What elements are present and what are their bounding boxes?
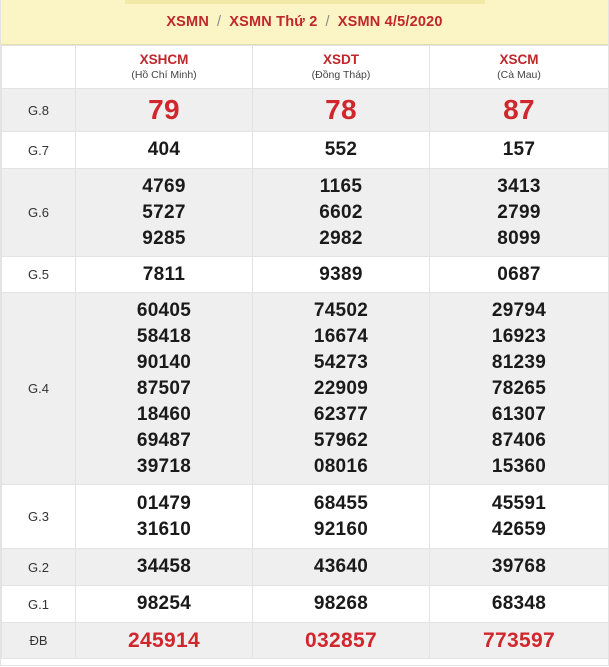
prize-number: 18460 [136,403,192,425]
prize-number: 773597 [483,628,555,652]
breadcrumb-xsmn-thu-2[interactable]: XSMN Thứ 2 [229,14,318,30]
header-tab-strip [125,0,485,4]
prize-number: 61307 [491,403,547,425]
prize-cell [430,169,609,257]
prize-number: 69487 [136,429,192,451]
prize-number: 98268 [313,593,369,614]
prize-number: 6602 [319,201,363,223]
prize-number: 552 [324,139,358,160]
prize-cell [253,485,430,549]
breadcrumb-xsmn[interactable]: XSMN [166,14,210,30]
province-link-xsdt[interactable]: XSDT [322,52,359,67]
prize-number: 9389 [319,263,363,285]
prize-number: 62377 [313,403,369,425]
breadcrumb-separator: / [217,14,222,30]
prize-number: 68348 [491,593,547,614]
breadcrumb-xsmn-date[interactable]: XSMN 4/5/2020 [337,14,443,30]
prize-row [2,485,609,549]
prize-cell [253,89,430,132]
province-name: (Cà Mau) [497,69,541,81]
prize-cell [76,169,253,257]
prize-label: G.7 [2,132,76,169]
prize-label: G.2 [2,549,76,586]
prize-number: 45591 [491,492,547,514]
prize-row [2,586,609,623]
prize-cell [430,257,609,293]
prize-row [2,132,609,169]
prize-number: 2982 [319,227,363,249]
prize-number: 43640 [313,556,369,577]
prize-number: 7811 [142,263,186,285]
prize-label: G.4 [2,293,76,485]
province-header-dt [253,46,430,89]
prize-number: 58418 [136,325,192,347]
prize-label: ĐB [2,623,76,659]
prize-number: 032857 [305,628,377,652]
prize-number: 78265 [491,377,547,399]
prize-label: G.6 [2,169,76,257]
prize-number: 79 [148,94,180,125]
prize-number: 57962 [313,429,369,451]
prize-number: 90140 [136,351,192,373]
prize-cell [253,586,430,623]
prize-number: 8099 [497,227,541,249]
prize-number: 16923 [491,325,547,347]
prize-number: 92160 [313,518,369,540]
prize-number: 34458 [136,556,192,577]
prize-number: 29794 [491,299,547,321]
prize-cell [253,169,430,257]
prize-cell [253,132,430,169]
province-name: (Đồng Tháp) [311,69,371,81]
prize-number: 404 [147,139,181,160]
prize-number: 68455 [313,492,369,514]
prize-row [2,89,609,132]
prize-number: 15360 [491,455,547,477]
prize-row [2,549,609,586]
prize-label: G.1 [2,586,76,623]
prize-cell [253,623,430,659]
prize-label: G.8 [2,89,76,132]
prize-cell [76,586,253,623]
prize-number: 39718 [136,455,192,477]
prize-cell [76,89,253,132]
prize-number: 87507 [136,377,192,399]
prize-number: 22909 [313,377,369,399]
prize-cell [430,293,609,485]
prize-number: 0687 [497,263,541,285]
prize-number: 157 [502,139,536,160]
province-name: (Hồ Chí Minh) [131,69,197,81]
prize-cell [430,623,609,659]
prize-label: G.3 [2,485,76,549]
breadcrumb [1,0,608,45]
prize-number: 4769 [142,175,186,197]
prize-cell [430,485,609,549]
prize-number: 31610 [136,518,192,540]
prize-cell [76,549,253,586]
prize-cell [253,293,430,485]
province-link-xscm[interactable]: XSCM [499,52,539,67]
prize-number: 5727 [142,201,186,223]
corner-cell [2,46,76,89]
prize-cell [76,257,253,293]
prize-row [2,169,609,257]
province-name-text: Hồ Chí Minh [134,69,194,81]
prize-row [2,257,609,293]
prize-label: G.5 [2,257,76,293]
prize-number: 81239 [491,351,547,373]
prize-cell [253,549,430,586]
province-link-xshcm[interactable]: XSHCM [139,52,189,67]
prize-cell [430,89,609,132]
breadcrumb-separator: / [325,14,330,30]
prize-rows [2,89,609,659]
prize-number: 78 [325,94,357,125]
prize-number: 60405 [136,299,192,321]
prize-row [2,623,609,659]
prize-cell [430,132,609,169]
results-table [1,45,609,659]
prize-cell [253,257,430,293]
province-header-cm [430,46,609,89]
province-name-text: Đồng Tháp [315,69,367,81]
prize-number: 54273 [313,351,369,373]
prize-number: 245914 [128,628,200,652]
prize-number: 16674 [313,325,369,347]
prize-cell [430,549,609,586]
province-name-text: Cà Mau [500,69,538,81]
prize-number: 87406 [491,429,547,451]
prize-number: 42659 [491,518,547,540]
prize-number: 2799 [497,201,541,223]
prize-number: 01479 [136,492,192,514]
prize-number: 39768 [491,556,547,577]
prize-number: 9285 [142,227,186,249]
prize-number: 08016 [313,455,369,477]
prize-row [2,293,609,485]
prize-number: 1165 [319,175,363,197]
prize-number: 98254 [136,593,192,614]
prize-number: 3413 [497,175,541,197]
prize-cell [76,623,253,659]
province-header-hcm [76,46,253,89]
prize-cell [76,132,253,169]
prize-number: 87 [503,94,535,125]
prize-cell [76,293,253,485]
prize-cell [430,586,609,623]
prize-number: 74502 [313,299,369,321]
prize-cell [76,485,253,549]
province-header-row [2,46,609,89]
